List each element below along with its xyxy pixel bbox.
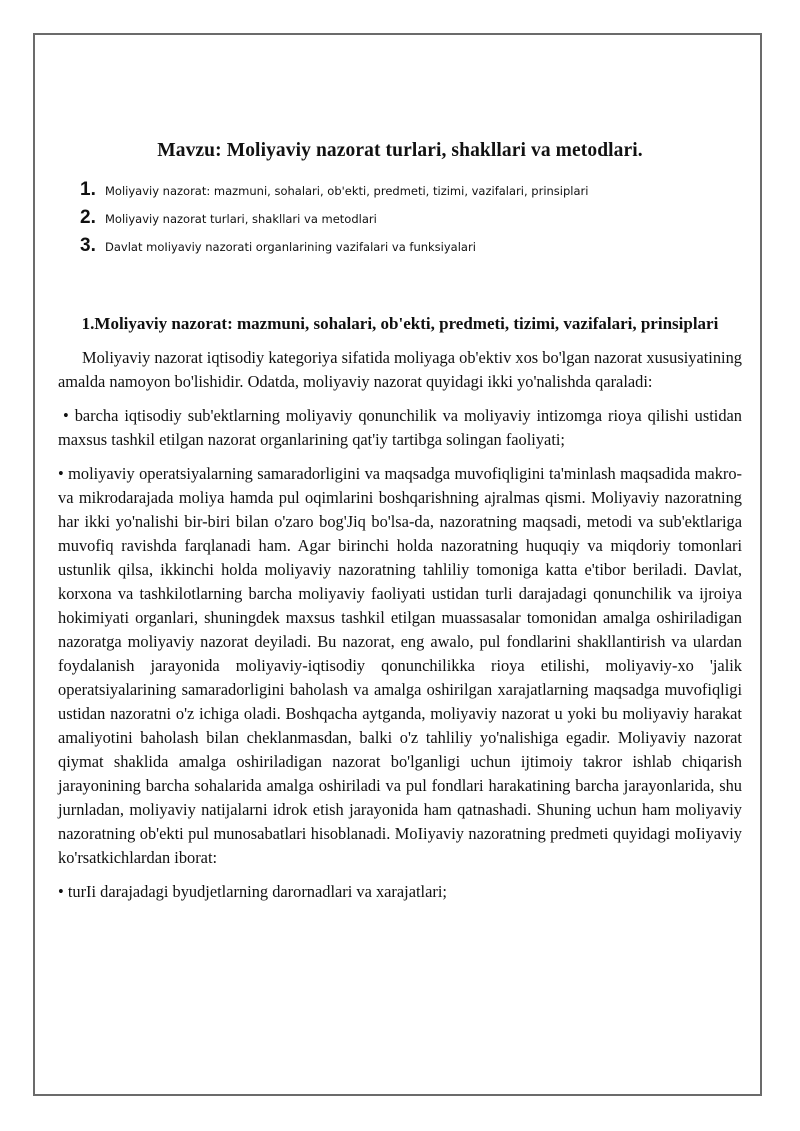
bullet-paragraph: • barcha iqtisodiy sub'ektlarning moliyaviy qonunchilik va moliyaviy intizomga rioya qilishi ustidan maxsus tashkil etilgan nazorat organlarining qat'iy tartibga solingan faoliyati; bbox=[58, 406, 742, 449]
topic-number: 1. bbox=[80, 179, 96, 200]
topic-number: 3. bbox=[80, 235, 96, 256]
topic-text: Moliyaviy nazorat turlari, shakllari va metodlari bbox=[105, 212, 377, 226]
document-title: Mavzu: Moliyaviy nazorat turlari, shakllari va metodlari. bbox=[157, 140, 643, 161]
section-heading: 1.Moliyaviy nazorat: mazmuni, sohalari, ob'ekti, predmeti, tizimi, vazifalari, prinsiplari bbox=[81, 314, 719, 333]
bullet-paragraph: • moliyaviy operatsiyalarning samaradorligini va maqsadga muvofiqligini ta'minlash maqsadida makro- va mikrodarajada moliya hamda pul oqimlarini boshqarishning ajralmas qismi. Moliyaviy nazoratning har ikki yo'nalishi bir-biri bilan o'zaro bog'Jiq bo'lsa-da, nazoratning maqsadi, metodi va sub'ektlariga muvofiq ravishda farqlanadi ham. Agar birinchi holda nazoratning huquqiy va miqdoriy tomonlari ustunlik qilsa, ikkinchi holda moliyaviy nazoratning tahliliy tomoniga katta e'tibor beriladi. Davlat, korxona va tashkilotlarning barcha moliyaviy faoliyati ustidan turli darajadagi qonunchilik va ijroiya hokimiyati organlari, shuningdek maxsus tashkil etilgan muassasalar tomonidan amalga oshiriladigan nazoratga moliyaviy nazorat deyiladi. Bu nazorat, eng awalo, pul fondlarini shakllantirish va ulardan foydalanish jarayonida moliyaviy-iqtisodiy qonunchilikka rioya etilishi, moliyaviy-xo 'jalik operatsiyalarining samaradorligini baholash va amalga oshirilgan xarajatlarning maqsadga muvofiqligi ustidan nazoratni o'z ichiga oladi. Boshqacha aytganda, moliyaviy nazorat u yoki bu moliyaviy harakat amaliyotini baholash bilan cheklanmasdan, balki o'z tahliliy yo'nalishiga egadir. Moliyaviy nazorat qiymat shaklida amalga oshiriladigan nazorat bo'lganligi uchun ijtimoiy takror ishlab chiqarish jarayonining barcha sohalarida amalga oshiriladi va pul fondlari harakatining barcha jarayonlarida, shu jurnladan, moliyaviy natijalarni idrok etish jarayonida ham qatnashadi. Shuning uchun ham moliyaviy nazoratning ob'ekti pul munosabatlari hisoblanadi. MoIiyaviy nazoratning predmeti quyidagi moIiyaviy ko'rsatkichlardan iborat: bbox=[58, 464, 742, 867]
topic-list-item bbox=[80, 232, 742, 260]
topic-text: Davlat moIiyaviy nazorati organlarining vazifalari va funksiyalari bbox=[105, 240, 476, 254]
topic-list-item bbox=[80, 204, 742, 232]
topic-text: Moliyaviy nazorat: mazmuni, sohalari, ob'ekti, predmeti, tizimi, vazifalari, prinsiplari bbox=[105, 184, 589, 198]
document-body bbox=[58, 140, 742, 914]
topic-list-item bbox=[80, 176, 742, 204]
topic-number: 2. bbox=[80, 207, 96, 228]
bullet-paragraph: • turIi darajadagi byudjetlarning darornadlari va xarajatlari; bbox=[58, 882, 447, 901]
intro-paragraph: Moliyaviy nazorat iqtisodiy kategoriya sifatida moliyaga ob'ektiv xos bo'lgan nazorat xususiyatining amalda namoyon bo'lishidir. Odatda, moliyaviy nazorat quyidagi ikki yo'nalishda qaraladi: bbox=[58, 348, 742, 391]
topic-list bbox=[80, 176, 742, 260]
